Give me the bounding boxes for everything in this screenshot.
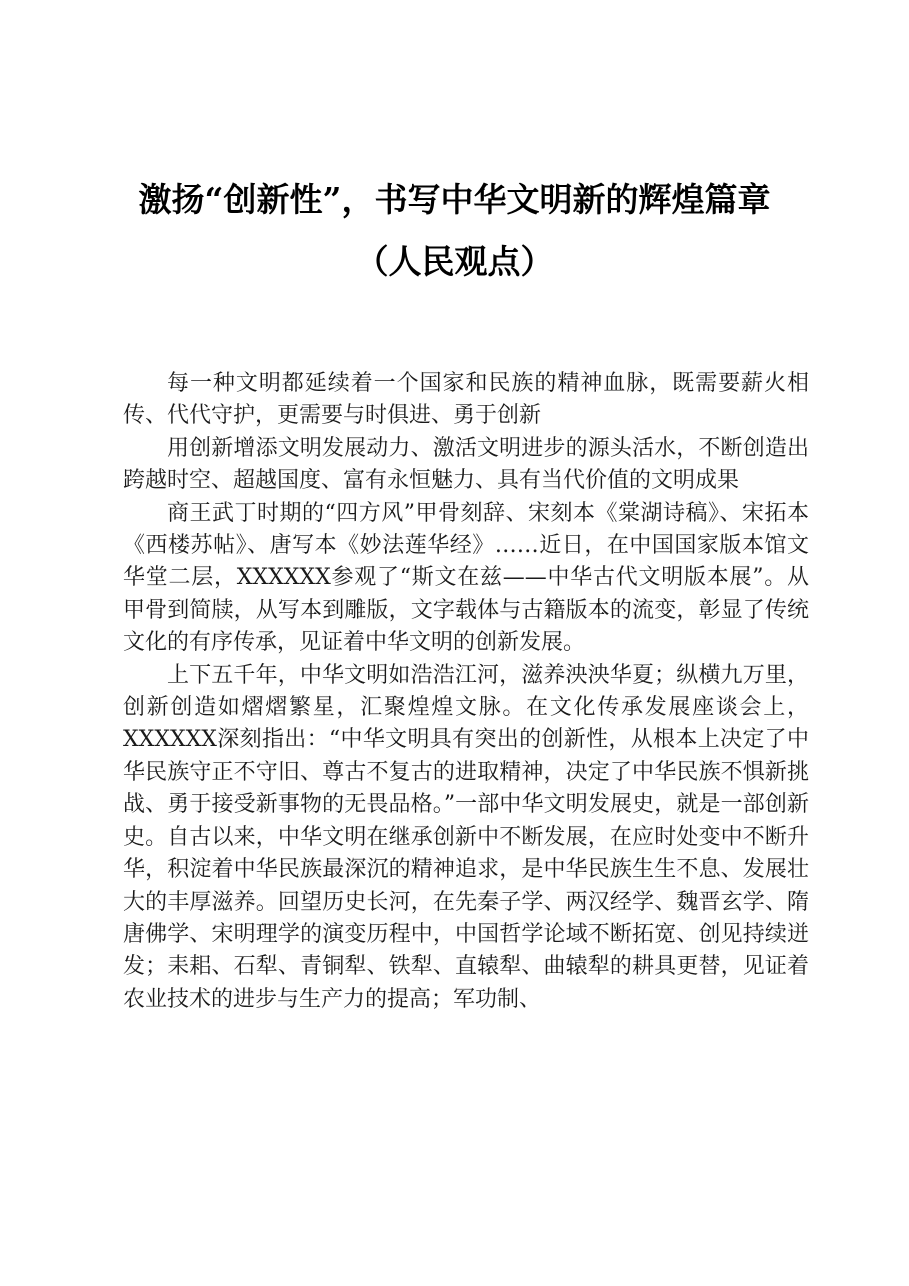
paragraph: 商王武丁时期的“四方风”甲骨刻辞、宋刻本《棠湖诗稿》、宋拓本《西楼苏帖》、唐写本《妙法莲华经》……近日，在中国国家版本馆文华堂二层，XXXXXX参观了“斯文在兹——中华古代文明版本展”。从甲骨到简牍，从写本到雕版，文字载体与古籍版本的流变，彰显了传统文化的有序传承，见证着中华文明的创新发展。 (123, 500, 809, 656)
document-subtitle: （人民观点） (355, 242, 554, 281)
paragraph: 每一种文明都延续着一个国家和民族的精神血脉，既需要薪火相传、代代守护，更需要与时俱进、勇于创新 (123, 371, 809, 429)
document-title: 激扬“创新性”，书写中华文明新的辉煌篇章 (138, 180, 771, 219)
paragraph: 上下五千年，中华文明如浩浩江河，滋养泱泱华夏；纵横九万里，创新创造如熠熠繁星，汇聚煌煌文脉。在文化传承发展座谈会上，XXXXXX深刻指出：“中华文明具有突出的创新性，从根本上决定了中华民族守正不守旧、尊古不复古的进取精神，决定了中华民族不惧新挑战、勇于接受新事物的无畏品格。”一部中华文明发展史，就是一部创新史。自古以来，中华文明在继承创新中不断发展，在应时处变中不断升华，积淀着中华民族最深沉的精神追求，是中华民族生生不息、发展壮大的丰厚滋养。回望历史长河，在先秦子学、两汉经学、魏晋玄学、隋唐佛学、宋明理学的演变历程中，中国哲学论域不断拓宽、创见持续迸发；耒耜、石犁、青铜犁、铁犁、直辕犁、曲辕犁的耕具更替，见证着农业技术的进步与生产力的提高；军功制、 (123, 662, 809, 1012)
document-body (123, 368, 809, 1016)
paragraph: 用创新增添文明发展动力、激活文明进步的源头活水，不断创造出跨越时空、超越国度、富有永恒魅力、具有当代价值的文明成果 (123, 435, 809, 494)
